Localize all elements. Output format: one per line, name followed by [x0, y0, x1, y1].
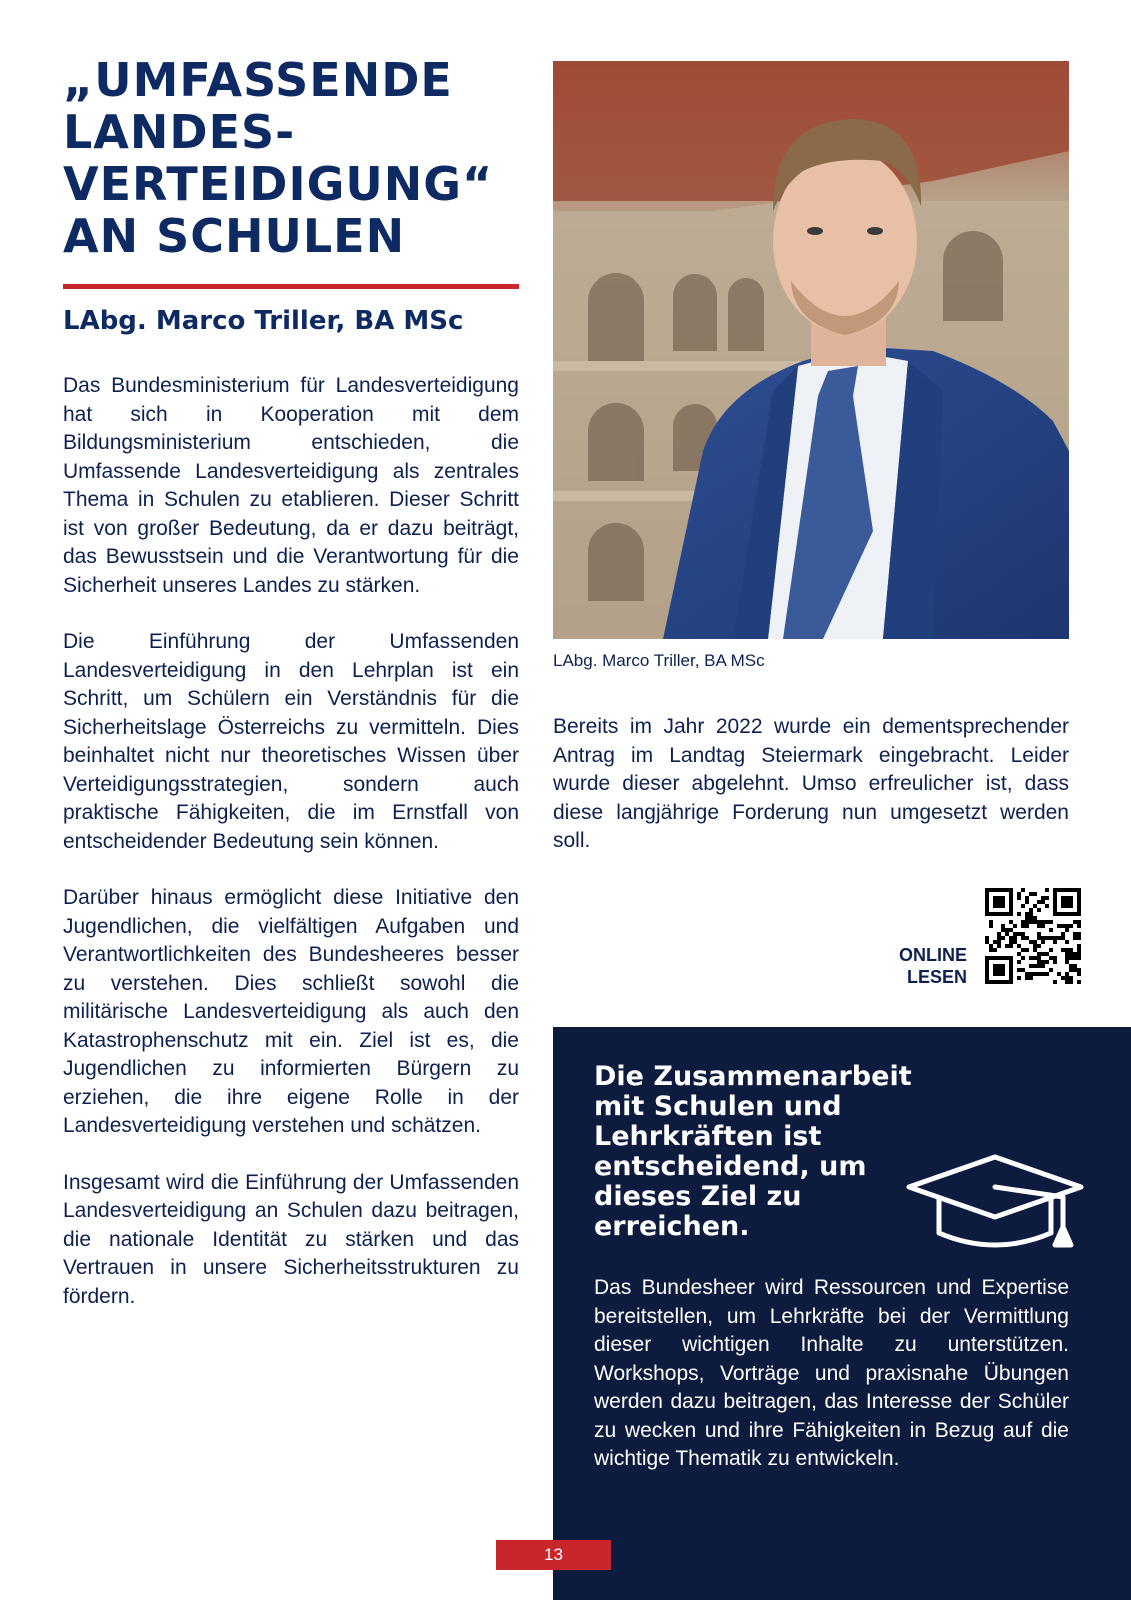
title-line: „UMFASSENDE	[63, 53, 453, 107]
photo-caption: LAbg. Marco Triller, BA MSc	[553, 651, 765, 670]
title-divider	[63, 284, 519, 289]
title-line: LANDES-	[63, 105, 296, 159]
body-paragraph: Die Einführung der Umfassenden Landesverteidigung in den Lehrplan ist ein Schritt, um Schülern ein Verständnis für die Sicherheitslage Österreichs zu vermitteln. Dies beinhaltet nicht nur theoretisches Wissen über Verteidigungsstrategien, sondern auch praktische Fähigkeiten, die im Ernstfall von entscheidender Bedeutung sein können.	[63, 630, 519, 853]
highlight-box	[553, 1027, 1131, 1600]
body-paragraph: Insgesamt wird die Einführung der Umfassenden Landesverteidigung an Schulen dazu beitragen, die nationale Identität zu stärken und das Vertrauen in unsere Sicherheitsstrukturen zu fördern.	[63, 1170, 519, 1308]
online-read-label	[860, 944, 967, 988]
page-number: 13	[496, 1540, 611, 1570]
highlight-text: Das Bundesheer wird Ressourcen und Expertise bereitstellen, um Lehrkräfte bei der Vermittlung dieser wichtigen Inhalte zu unterstützen. Workshops, Vorträge und praxisnahe Übungen werden dazu beitragen, das Interesse der Schüler zu wecken und ihre Fähigkeiten in Bezug auf die wichtige Thematik zu entwickeln.	[594, 1276, 1069, 1470]
right-column-paragraph: Bereits im Jahr 2022 wurde ein dementsprechender Antrag im Landtag Steiermark eingebracht. Leider wurde dieser abgelehnt. Umso erfreulicher ist, dass diese langjährige Forderung nun umgesetzt werden soll.	[553, 715, 1069, 852]
article-title	[63, 54, 533, 262]
online-label-line: LESEN	[906, 967, 967, 987]
qr-code-icon[interactable]	[985, 888, 1081, 984]
author-name: LAbg. Marco Triller, BA MSc	[63, 306, 464, 336]
online-label-line: ONLINE	[898, 945, 967, 965]
body-paragraph: Das Bundesministerium für Landesverteidigung hat sich in Kooperation mit dem Bildungsministerium entschieden, die Umfassende Landesverteidigung als zentrales Thema in Schulen zu etablieren. Dieser Schritt ist von großer Bedeutung, da er dazu beiträgt, das Bewusstsein und die Verantwortung für die Sicherheit unseres Landes zu stärken.	[63, 374, 519, 597]
graduation-cap-icon	[905, 1153, 1085, 1253]
title-line: AN SCHULEN	[63, 209, 406, 263]
title-line: VERTEIDIGUNG“	[63, 157, 494, 211]
article-body	[63, 372, 519, 1311]
highlight-heading: Die Zusammenarbeit mit Schulen und Lehrkräften ist entscheidend, um dieses Ziel zu erreichen.	[594, 1061, 912, 1242]
body-paragraph: Darüber hinaus ermöglicht diese Initiative den Jugendlichen, die vielfältigen Aufgaben und Verantwortlichkeiten des Bundesheeres besser zu verstehen. Dies schließt sowohl die militärische Landesverteidigung als auch den Katastrophenschutz mit ein. Ziel ist es, die Jugendlichen zu informierten Bürgern zu erziehen, die ihre eigene Rolle in der Landesverteidigung verstehen und schätzen.	[63, 886, 519, 1137]
author-portrait	[553, 61, 1069, 639]
